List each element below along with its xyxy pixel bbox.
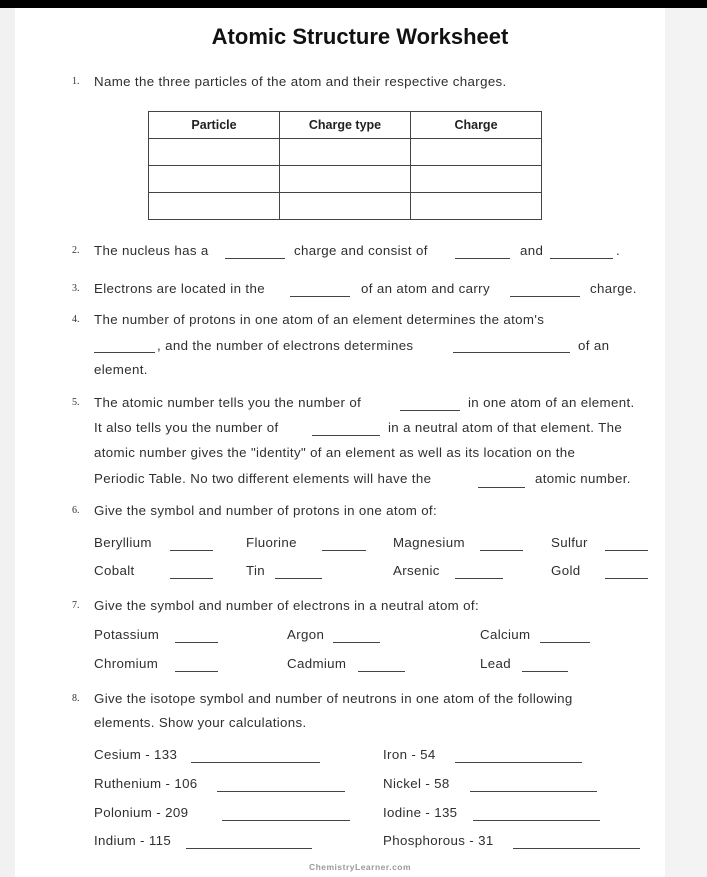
question-text: Name the three particles of the atom and their respective charges. xyxy=(94,74,507,89)
element-label: Potassium xyxy=(94,627,160,642)
answer-blank[interactable] xyxy=(175,671,218,672)
answer-blank[interactable] xyxy=(455,762,582,763)
isotope-label: Iron - 54 xyxy=(383,747,436,762)
question-number: 8. xyxy=(72,693,80,704)
question-text: Give the symbol and number of electrons in a neutral atom of: xyxy=(94,598,479,613)
answer-blank[interactable] xyxy=(473,820,600,821)
answer-blank[interactable] xyxy=(480,550,523,551)
answer-blank[interactable] xyxy=(290,296,350,297)
element-label: Arsenic xyxy=(393,563,440,578)
answer-cell[interactable] xyxy=(411,166,542,193)
element-label: Beryllium xyxy=(94,535,152,550)
answer-blank[interactable] xyxy=(455,578,503,579)
answer-cell[interactable] xyxy=(411,139,542,166)
answer-blank[interactable] xyxy=(170,578,213,579)
table-header: Charge type xyxy=(280,112,411,139)
element-label: Chromium xyxy=(94,656,159,671)
question-number: 3. xyxy=(72,283,80,294)
answer-blank[interactable] xyxy=(453,352,570,353)
answer-blank[interactable] xyxy=(333,642,380,643)
isotope-label: Phosphorous - 31 xyxy=(383,833,494,848)
question-text: It also tells you the number of xyxy=(94,420,279,435)
table-row xyxy=(149,193,542,220)
answer-cell[interactable] xyxy=(149,139,280,166)
element-label: Sulfur xyxy=(551,535,588,550)
question-number: 5. xyxy=(72,397,80,408)
question-text: element. xyxy=(94,362,148,377)
answer-blank[interactable] xyxy=(605,550,648,551)
question-text: of an xyxy=(578,338,610,353)
element-label: Cobalt xyxy=(94,563,135,578)
question-text: atomic number gives the "identity" of an element as well as its location on the xyxy=(94,445,576,460)
table-row xyxy=(149,166,542,193)
question-text: in a neutral atom of that element. The xyxy=(388,420,623,435)
element-label: Magnesium xyxy=(393,535,465,550)
answer-blank[interactable] xyxy=(217,791,345,792)
question-number: 2. xyxy=(72,245,80,256)
answer-blank[interactable] xyxy=(470,791,597,792)
question-text: charge. xyxy=(590,281,637,296)
question-text: in one atom of an element. xyxy=(468,395,635,410)
answer-blank[interactable] xyxy=(191,762,320,763)
top-bar xyxy=(0,0,707,8)
answer-blank[interactable] xyxy=(400,410,460,411)
question-text: charge and consist of xyxy=(294,243,428,258)
margin-strip xyxy=(665,8,707,877)
isotope-label: Cesium - 133 xyxy=(94,747,178,762)
page-title: Atomic Structure Worksheet xyxy=(211,24,509,49)
question-number: 4. xyxy=(72,314,80,325)
answer-cell[interactable] xyxy=(149,166,280,193)
question-text: . xyxy=(616,243,621,258)
answer-cell[interactable] xyxy=(280,166,411,193)
isotope-label: Ruthenium - 106 xyxy=(94,776,198,791)
answer-cell[interactable] xyxy=(411,193,542,220)
answer-blank[interactable] xyxy=(186,848,312,849)
element-label: Fluorine xyxy=(246,535,297,550)
answer-blank[interactable] xyxy=(478,487,525,488)
question-text: Give the symbol and number of protons in one atom of: xyxy=(94,503,438,518)
element-label: Argon xyxy=(287,627,325,642)
answer-blank[interactable] xyxy=(94,352,155,353)
isotope-label: Polonium - 209 xyxy=(94,805,189,820)
table-header: Charge xyxy=(411,112,542,139)
answer-blank[interactable] xyxy=(358,671,405,672)
answer-blank[interactable] xyxy=(455,258,510,259)
element-label: Gold xyxy=(551,563,581,578)
table-header: Particle xyxy=(149,112,280,139)
answer-blank[interactable] xyxy=(522,671,568,672)
question-text: Give the isotope symbol and number of neutrons in one atom of the following xyxy=(94,691,573,706)
question-text: The number of protons in one atom of an element determines the atom's xyxy=(94,312,545,327)
question-number: 6. xyxy=(72,505,80,516)
answer-cell[interactable] xyxy=(280,193,411,220)
answer-blank[interactable] xyxy=(605,578,648,579)
element-label: Lead xyxy=(480,656,511,671)
answer-blank[interactable] xyxy=(312,435,380,436)
element-label: Calcium xyxy=(480,627,531,642)
question-text: Periodic Table. No two different elements will have the xyxy=(94,471,432,486)
particles-table xyxy=(148,111,542,220)
answer-cell[interactable] xyxy=(280,139,411,166)
element-label: Tin xyxy=(246,563,266,578)
answer-blank[interactable] xyxy=(322,550,366,551)
answer-blank[interactable] xyxy=(175,642,218,643)
answer-blank[interactable] xyxy=(510,296,580,297)
question-text: atomic number. xyxy=(535,471,631,486)
answer-blank[interactable] xyxy=(513,848,640,849)
answer-blank[interactable] xyxy=(170,550,213,551)
question-text: The nucleus has a xyxy=(94,243,209,258)
footer-credit: ChemistryLearner.com xyxy=(308,862,412,872)
answer-blank[interactable] xyxy=(540,642,590,643)
answer-blank[interactable] xyxy=(222,820,350,821)
question-number: 7. xyxy=(72,600,80,611)
table-row xyxy=(149,139,542,166)
question-text: The atomic number tells you the number of xyxy=(94,395,362,410)
question-text: elements. Show your calculations. xyxy=(94,715,307,730)
isotope-label: Nickel - 58 xyxy=(383,776,450,791)
isotope-label: Iodine - 135 xyxy=(383,805,458,820)
answer-blank[interactable] xyxy=(275,578,322,579)
answer-blank[interactable] xyxy=(225,258,285,259)
question-number: 1. xyxy=(72,76,80,87)
element-label: Cadmium xyxy=(287,656,347,671)
question-text: and xyxy=(520,243,544,258)
question-text: Electrons are located in the xyxy=(94,281,265,296)
answer-blank[interactable] xyxy=(550,258,613,259)
answer-cell[interactable] xyxy=(149,193,280,220)
isotope-label: Indium - 115 xyxy=(94,833,172,848)
question-text: , and the number of electrons determines xyxy=(157,338,414,353)
question-text: of an atom and carry xyxy=(361,281,490,296)
